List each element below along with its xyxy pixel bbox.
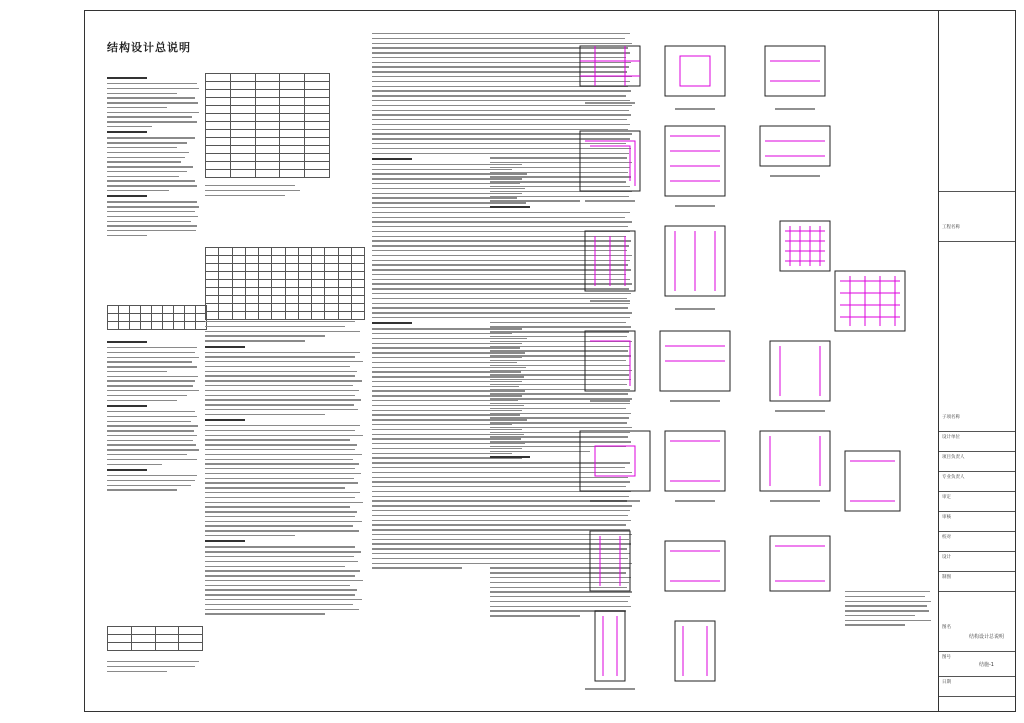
tb-row-7 <box>939 531 1015 552</box>
joint-detail-3 <box>770 341 830 411</box>
tb-row-1 <box>939 411 1015 432</box>
tb-row-3 <box>939 451 1015 472</box>
tb-row-10 <box>939 621 1015 652</box>
title-block <box>939 10 1016 712</box>
drawing-title: 结构设计总说明 <box>107 41 191 54</box>
tb-row-11 <box>939 651 1015 677</box>
tb-label: 日期 <box>942 680 951 685</box>
tb-row-6 <box>939 511 1015 532</box>
tb-label: 设计单位 <box>942 435 960 440</box>
opening-detail-1 <box>580 431 650 501</box>
mesh-detail-2 <box>835 271 905 331</box>
notes-column-2a <box>205 185 305 199</box>
tb-row-12 <box>939 676 1015 697</box>
tb-label: 工程名称 <box>942 225 960 230</box>
tb-label: 设计 <box>942 555 951 560</box>
opening-detail-4 <box>845 451 900 511</box>
notes-column-1c <box>107 661 203 675</box>
post-detail-2 <box>675 621 715 681</box>
sheet-number: 结施-1 <box>979 662 994 668</box>
concrete-grade-table <box>205 73 330 178</box>
beam-detail-1 <box>580 46 640 103</box>
opening-detail-3 <box>760 431 830 501</box>
wall-detail-1 <box>580 131 640 201</box>
drawing-sheet <box>84 10 939 712</box>
notes-column-1b <box>107 337 203 494</box>
anchorage-length-table <box>205 247 365 320</box>
tb-label: 审核 <box>942 515 951 520</box>
mesh-detail <box>780 221 830 271</box>
column-detail-2 <box>665 226 725 309</box>
notes-column-5 <box>845 591 935 629</box>
tb-row-0 <box>939 221 1015 242</box>
wall-detail-2 <box>665 126 725 206</box>
tb-label: 项目负责人 <box>942 455 965 460</box>
beam-detail-2 <box>665 46 725 109</box>
tb-label: 审定 <box>942 495 951 500</box>
post-detail-1 <box>585 611 635 689</box>
tb-row-2 <box>939 431 1015 452</box>
tb-label: 图号 <box>942 655 951 660</box>
lintel-detail-3 <box>770 536 830 591</box>
tb-row-9 <box>939 571 1015 592</box>
notes-column-1 <box>107 73 203 240</box>
material-table <box>107 626 203 651</box>
lintel-detail-2 <box>665 541 725 591</box>
title-block-header <box>939 11 1015 192</box>
slab-detail-2 <box>760 126 830 176</box>
joint-detail-1 <box>585 331 635 401</box>
notes-column-2b <box>205 321 365 618</box>
opening-detail-2 <box>665 431 725 501</box>
slab-detail-1 <box>765 46 825 109</box>
tb-label: 制图 <box>942 575 951 580</box>
lintel-detail-1 <box>590 531 630 591</box>
joint-detail-2 <box>660 331 730 401</box>
column-detail-1 <box>585 231 635 301</box>
sheet-title: 结构设计总说明 <box>969 634 1005 640</box>
load-table <box>107 305 207 330</box>
tb-row-5 <box>939 491 1015 512</box>
tb-row-4 <box>939 471 1015 492</box>
tb-row-8 <box>939 551 1015 572</box>
tb-label: 图名 <box>942 625 951 630</box>
tb-label: 专业负责人 <box>942 475 965 480</box>
tb-label: 子项名称 <box>942 415 960 420</box>
tb-label: 校对 <box>942 535 951 540</box>
